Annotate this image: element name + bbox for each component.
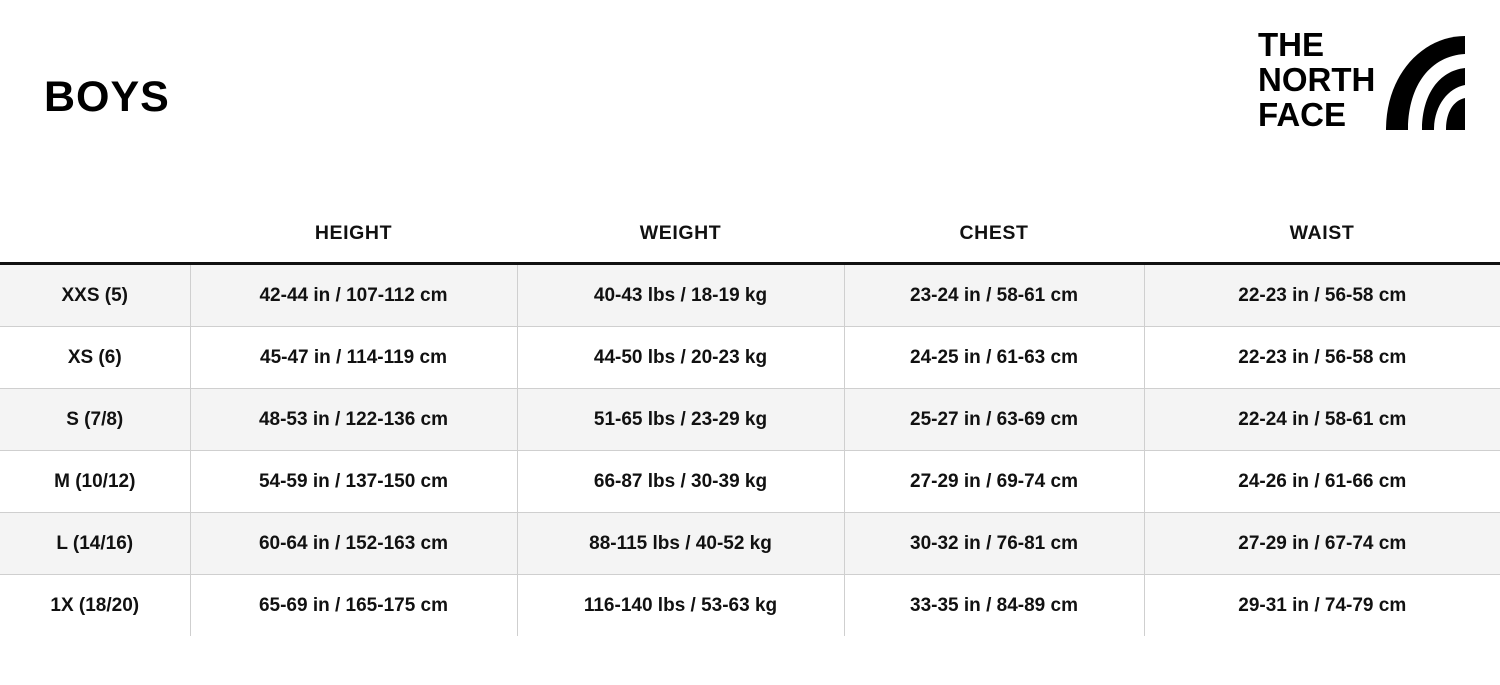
svg-text:FACE: FACE <box>1258 96 1347 133</box>
column-header-chest: CHEST <box>844 204 1144 264</box>
cell-chest: 30-32 in / 76-81 cm <box>844 513 1144 575</box>
cell-size: 1X (18/20) <box>0 575 190 637</box>
table-row <box>0 451 1500 513</box>
column-header-waist: WAIST <box>1144 204 1500 264</box>
cell-size: XS (6) <box>0 327 190 389</box>
cell-height: 48-53 in / 122-136 cm <box>190 389 517 451</box>
cell-size: XXS (5) <box>0 264 190 327</box>
page-title: BOYS <box>44 73 170 121</box>
column-header-height: HEIGHT <box>190 204 517 264</box>
cell-height: 54-59 in / 137-150 cm <box>190 451 517 513</box>
cell-height: 60-64 in / 152-163 cm <box>190 513 517 575</box>
cell-chest: 24-25 in / 61-63 cm <box>844 327 1144 389</box>
cell-weight: 44-50 lbs / 20-23 kg <box>517 327 844 389</box>
cell-waist: 22-24 in / 58-61 cm <box>1144 389 1500 451</box>
cell-waist: 27-29 in / 67-74 cm <box>1144 513 1500 575</box>
the-north-face-logo <box>1258 26 1468 134</box>
cell-height: 45-47 in / 114-119 cm <box>190 327 517 389</box>
cell-height: 42-44 in / 107-112 cm <box>190 264 517 327</box>
cell-weight: 51-65 lbs / 23-29 kg <box>517 389 844 451</box>
cell-weight: 66-87 lbs / 30-39 kg <box>517 451 844 513</box>
cell-size: S (7/8) <box>0 389 190 451</box>
cell-size: M (10/12) <box>0 451 190 513</box>
cell-waist: 22-23 in / 56-58 cm <box>1144 264 1500 327</box>
table-header <box>0 204 1500 264</box>
table-row <box>0 513 1500 575</box>
cell-waist: 24-26 in / 61-66 cm <box>1144 451 1500 513</box>
svg-text:NORTH: NORTH <box>1258 61 1376 98</box>
cell-chest: 33-35 in / 84-89 cm <box>844 575 1144 637</box>
size-chart-table <box>0 204 1500 636</box>
cell-waist: 22-23 in / 56-58 cm <box>1144 327 1500 389</box>
table-row <box>0 389 1500 451</box>
column-header-weight: WEIGHT <box>517 204 844 264</box>
cell-height: 65-69 in / 165-175 cm <box>190 575 517 637</box>
table-row <box>0 575 1500 637</box>
cell-weight: 116-140 lbs / 53-63 kg <box>517 575 844 637</box>
cell-chest: 23-24 in / 58-61 cm <box>844 264 1144 327</box>
table-header-row <box>0 204 1500 264</box>
cell-waist: 29-31 in / 74-79 cm <box>1144 575 1500 637</box>
cell-chest: 25-27 in / 63-69 cm <box>844 389 1144 451</box>
table-row <box>0 264 1500 327</box>
cell-weight: 40-43 lbs / 18-19 kg <box>517 264 844 327</box>
table-row <box>0 327 1500 389</box>
cell-weight: 88-115 lbs / 40-52 kg <box>517 513 844 575</box>
column-header-size <box>0 204 190 264</box>
svg-text:THE: THE <box>1258 26 1324 63</box>
cell-size: L (14/16) <box>0 513 190 575</box>
table-body <box>0 264 1500 637</box>
cell-chest: 27-29 in / 69-74 cm <box>844 451 1144 513</box>
